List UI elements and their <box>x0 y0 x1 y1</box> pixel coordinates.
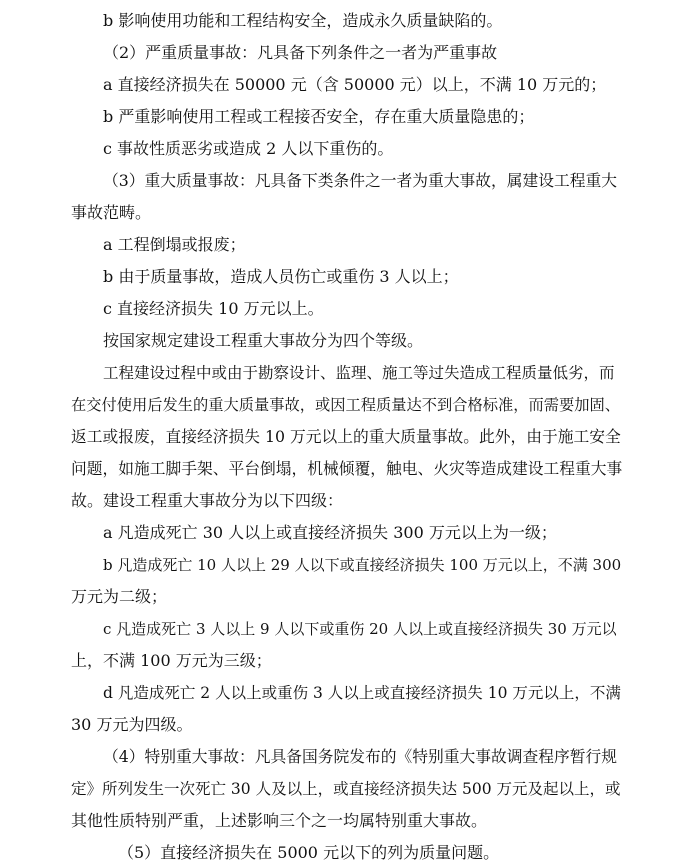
paragraph-line: 故。建设工程重大事故分为以下四级： <box>71 491 344 510</box>
paragraph-line: 其他性质特别严重，上述影响三个之一均属特别重大事故。 <box>71 811 488 830</box>
text-line: 万元为二级； <box>71 587 168 606</box>
text-line: a 直接经济损失在 50000 元（含 50000 元）以上，不满 10 万元的； <box>103 75 607 94</box>
paragraph-line: 定》所列发生一次死亡 30 人及以上，或直接经济损失达 500 万元及起以上，或 <box>71 780 621 798</box>
text-line: b 严重影响使用工程或工程接否安全，存在重大质量隐患的； <box>103 107 535 126</box>
text-line: 事故范畴。 <box>71 203 152 222</box>
text-line: a 工程倒塌或报废； <box>103 235 246 254</box>
text-line: c 直接经济损失 10 万元以上。 <box>103 299 324 318</box>
text-line: d 凡造成死亡 2 人以上或重伤 3 人以上或直接经济损失 10 万元以上，不满 <box>103 684 621 702</box>
section-heading-extra-major-accident: （4）特别重大事故：凡具备国务院发布的《特别重大事故调查程序暂行规 <box>103 747 618 766</box>
paragraph-line: 在交付使用后发生的重大质量事故，或因工程质量达不到合格标准，而需要加固、 <box>71 396 620 414</box>
paragraph-line: 返工或报废，直接经济损失 10 万元以上的重大质量事故。此外，由于施工安全 <box>71 427 621 446</box>
text-line: 按国家规定建设工程重大事故分为四个等级。 <box>103 331 424 350</box>
text-line: 上，不满 100 万元为三级； <box>71 651 272 670</box>
text-line: a 凡造成死亡 30 人以上或直接经济损失 300 万元以上为一级； <box>103 523 557 542</box>
text-line: b 凡造成死亡 10 人以上 29 人以下或直接经济损失 100 万元以上，不满 300 <box>103 556 622 574</box>
text-line: c 凡造成死亡 3 人以上 9 人以下或重伤 20 人以上或直接经济损失 30 万元以 <box>103 620 617 638</box>
section-heading-major-accident: （3）重大质量事故：凡具备下类条件之一者为重大事故，属建设工程重大 <box>103 171 618 190</box>
text-line: 30 万元为四级。 <box>71 715 193 734</box>
text-line: c 事故性质恶劣或造成 2 人以下重伤的。 <box>103 139 394 158</box>
text-line: b 影响使用功能和工程结构安全，造成永久质量缺陷的。 <box>103 11 503 30</box>
text-line: b 由于质量事故，造成人员伤亡或重伤 3 人以上； <box>103 267 459 286</box>
paragraph-line: 工程建设过程中或由于勘察设计、监理、施工等过失造成工程质量低劣，而 <box>103 364 615 382</box>
paragraph-line: 问题，如施工脚手架、平台倒塌，机械倾覆，触电、火灾等造成建设工程重大事 <box>71 459 623 478</box>
section-heading-serious-accident: （2）严重质量事故：凡具备下列条件之一者为严重事故 <box>103 43 498 62</box>
section-heading-quality-problem: （5）直接经济损失在 5000 元以下的列为质量问题。 <box>118 843 500 862</box>
